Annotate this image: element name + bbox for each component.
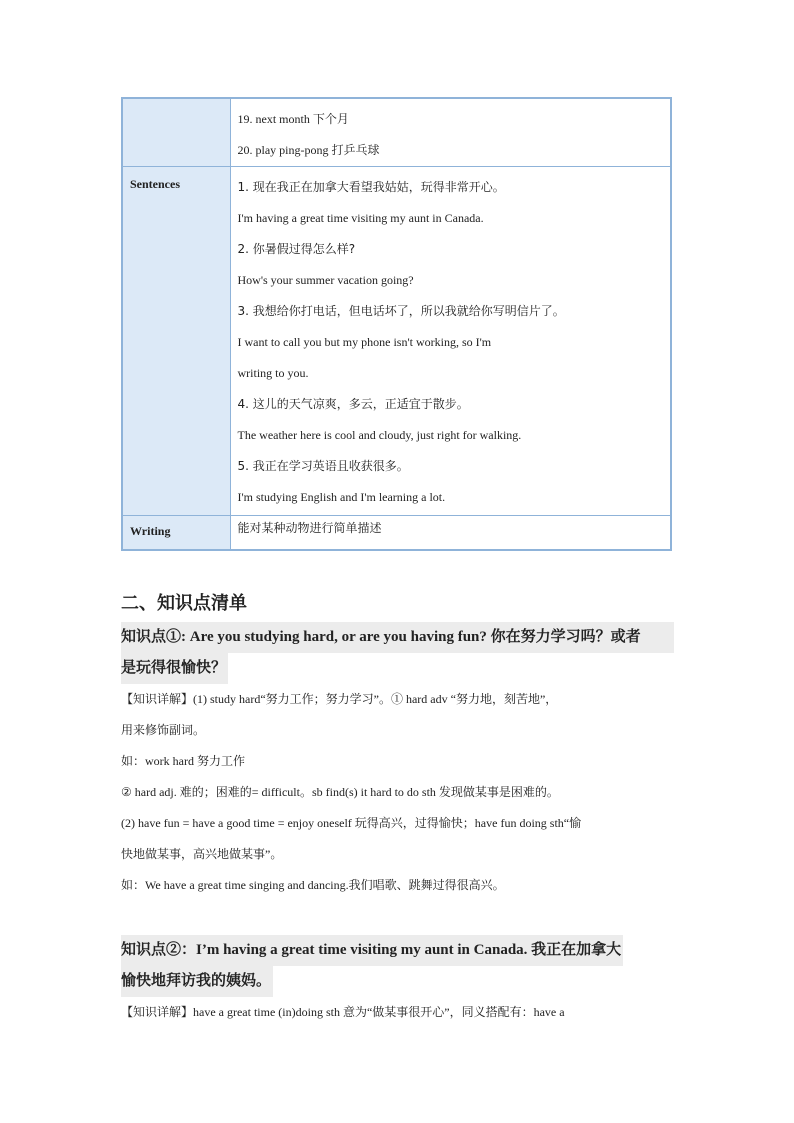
sentence-zh: 3. 我想给你打电话，但电话坏了，所以我就给你写明信片了。 bbox=[237, 304, 565, 318]
sentence-en: How's your summer vacation going? bbox=[237, 273, 414, 287]
paragraph-line: 【知识详解】have a great time (in)doing sth 意为“做某事很开心”，同义搭配有：have a bbox=[121, 1005, 565, 1019]
sentence-zh: 4. 这儿的天气凉爽，多云，正适宜于散步。 bbox=[237, 397, 469, 411]
row-content bbox=[230, 167, 671, 516]
kp-line: 是玩得很愉快？ bbox=[121, 653, 228, 684]
table-row bbox=[122, 98, 671, 167]
row-content bbox=[230, 516, 671, 551]
sentence-en: I want to call you but my phone isn't working, so I'm bbox=[237, 335, 492, 349]
sentence-en: I'm having a great time visiting my aunt in Canada. bbox=[237, 211, 484, 225]
paragraph-line: 如：We have a great time singing and dancing.我们唱歌、跳舞过得很高兴。 bbox=[121, 878, 505, 892]
sentence-en: I'm studying English and I'm learning a lot. bbox=[237, 490, 446, 504]
paragraph-line: (2) have fun = have a good time = enjoy oneself 玩得高兴，过得愉快；have fun doing sth“愉 bbox=[121, 816, 582, 830]
knowledge-point-1-heading bbox=[121, 622, 674, 653]
sentence-en: writing to you. bbox=[237, 366, 309, 380]
table-line: 20. play ping-pong 打乒乓球 bbox=[237, 143, 380, 157]
paragraph-line: 快地做某事，高兴地做某事”。 bbox=[121, 847, 283, 861]
kp2-paragraph bbox=[121, 997, 681, 1028]
kp1-paragraph bbox=[121, 684, 681, 901]
sentence-zh: 2. 你暑假过得怎么样? bbox=[237, 242, 356, 256]
table-row bbox=[122, 516, 671, 551]
section-title: 二、知识点清单 bbox=[121, 593, 247, 614]
writing-goal: 能对某种动物进行简单描述 bbox=[237, 521, 382, 535]
sentence-zh: 1. 现在我正在加拿大看望我姑姑，玩得非常开心。 bbox=[237, 180, 505, 194]
table-line: 19. next month 下个月 bbox=[237, 112, 349, 126]
kp-line: 知识点②：I’m having a great time visiting my aunt in Canada. 我正在加拿大 bbox=[121, 935, 623, 966]
row-label-sentences: Sentences bbox=[122, 167, 230, 516]
paragraph-line: 【知识详解】(1) study hard“努力工作；努力学习”。① hard adv “努力地，刻苦地”， bbox=[121, 692, 558, 706]
sentence-zh: 5. 我正在学习英语且收获很多。 bbox=[237, 459, 409, 473]
paragraph-line: 用来修饰副词。 bbox=[121, 723, 206, 737]
kp-line: 知识点①: Are you studying hard, or are you having fun? 你在努力学习吗？或者 bbox=[121, 629, 641, 645]
row-label bbox=[122, 98, 230, 167]
row-content bbox=[230, 98, 671, 167]
kp-line: 愉快地拜访我的姨妈。 bbox=[121, 966, 273, 997]
vocabulary-table bbox=[121, 97, 672, 551]
sentence-en: The weather here is cool and cloudy, just right for walking. bbox=[237, 428, 522, 442]
paragraph-line: 如：work hard 努力工作 bbox=[121, 754, 245, 768]
table-row bbox=[122, 167, 671, 516]
paragraph-line: ② hard adj. 难的；困难的= difficult。sb find(s) it hard to do sth 发现做某事是困难的。 bbox=[121, 785, 559, 799]
row-label-writing: Writing bbox=[122, 516, 230, 551]
